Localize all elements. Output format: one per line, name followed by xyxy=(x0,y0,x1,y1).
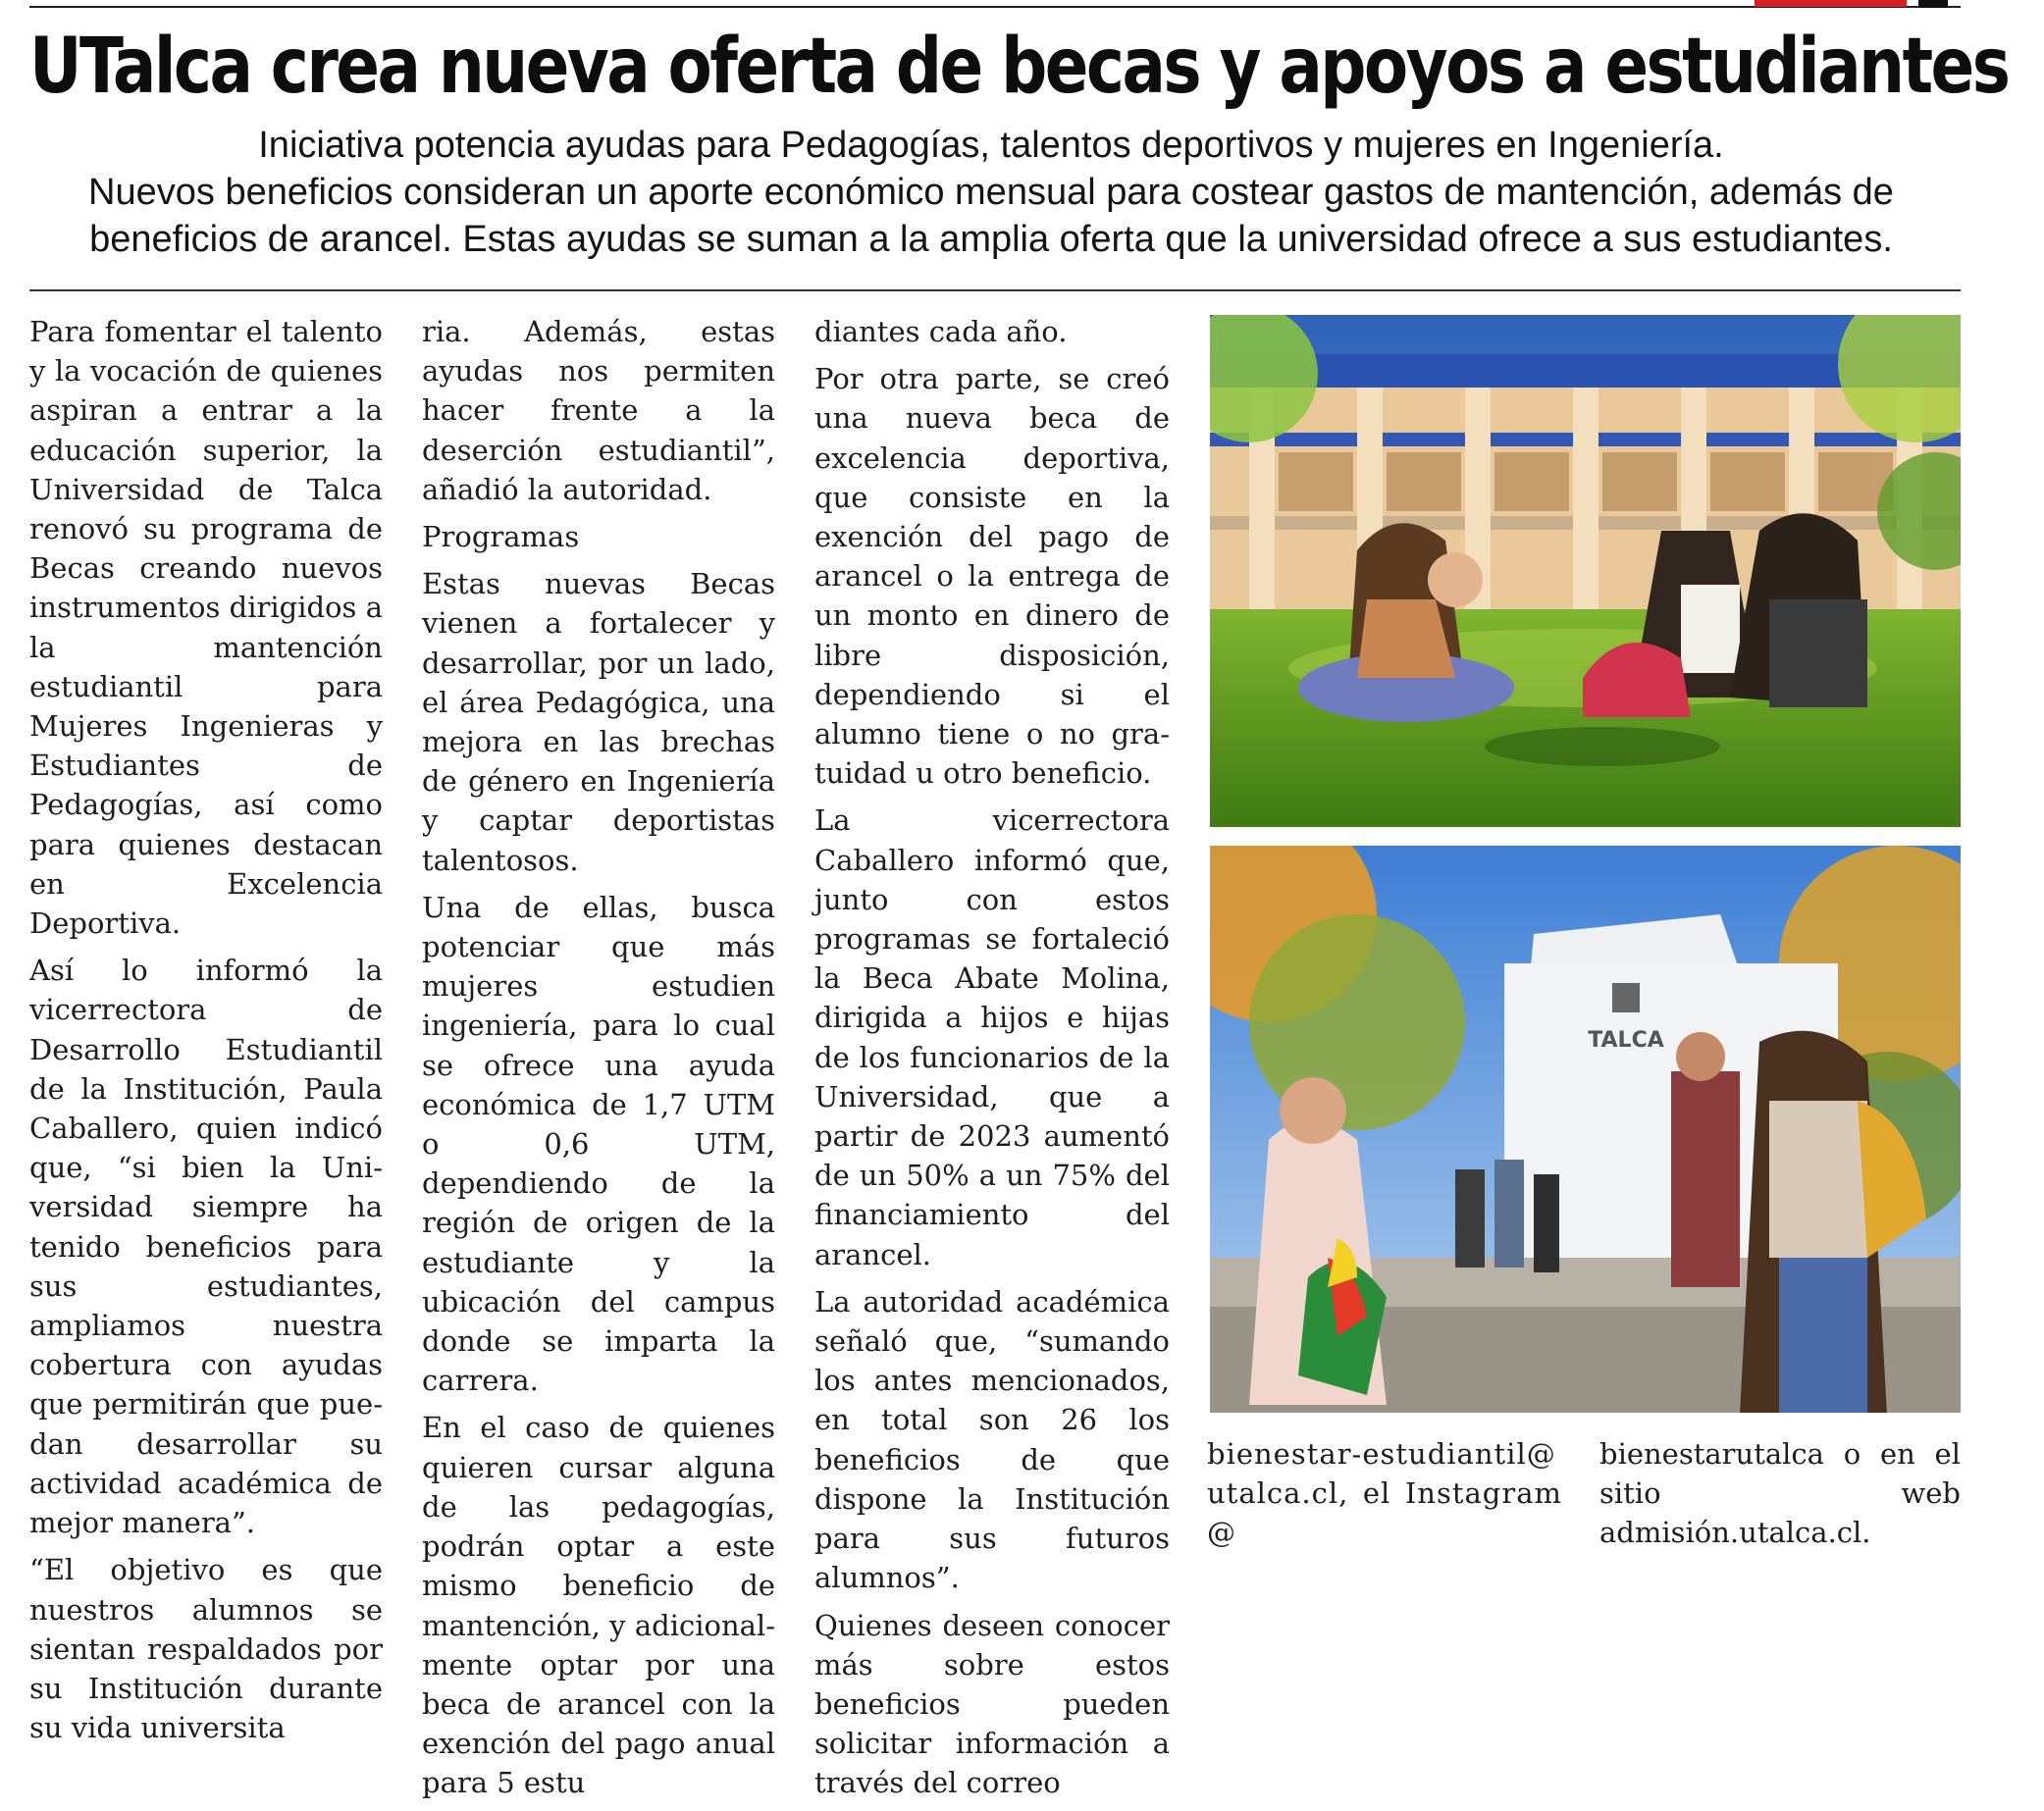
top-rule xyxy=(29,6,1961,8)
deck-line-1: Iniciativa potencia ayudas para Pedagogías, talentos deportivos y mujeres en Ingeniería. xyxy=(258,125,1724,166)
headline: UTalca crea nueva oferta de becas y apoyos a estudiantes xyxy=(29,23,2009,111)
column-3 xyxy=(814,312,1170,1811)
paragraph: “El objetivo es que nuestros alumnos se sientan respaldados por su Institución durante su vida universita xyxy=(29,1553,383,1745)
paragraph: Quienes deseen conocer más sobre estos beneficios pueden solicitar información a través del correo xyxy=(814,1608,1170,1800)
column-5 xyxy=(1599,1434,1961,1561)
column-4 xyxy=(1207,1434,1562,1561)
column-1 xyxy=(29,312,383,1755)
paragraph: diantes cada año. xyxy=(814,315,1068,348)
section-marker xyxy=(1918,0,1948,8)
paragraph: ria. Además, estas ayudas nos permiten hacer frente a la deserción estudiantil”, añadió la autoridad. xyxy=(422,315,775,506)
paragraph: bienestarutalca o en el sitio web admisión.utalca.cl. xyxy=(1599,1437,1961,1550)
deck-rule xyxy=(29,289,1961,291)
photo-students-lawn xyxy=(1210,315,1961,827)
subheading: Programas xyxy=(422,520,580,554)
section-tab xyxy=(1755,0,1907,7)
paragraph: Estas nuevas Becas vienen a fortalecer y desarrollar, por un lado, el área Pedagógica, una mejora en las brechas de género en Ingeniería y captar deportistas talentosos. xyxy=(422,567,775,877)
paragraph: Así lo informó la vicerrectora de Desarrollo Estudiantil de la Institución, Paula Caballero, quien indicó que, “si bien la Universidad siempre ha tenido beneficios para sus estudiantes, ampliamos nuestra cobertura con ayudas que permitirán que puedan desarrollar su actividad académica de mejor manera”. xyxy=(29,954,383,1540)
building-sign: TALCA xyxy=(1588,1028,1664,1053)
paragraph: Por otra parte, se creó una nueva beca de excelencia deportiva, que consiste en la exención del pago de arancel o la entrega de un monto en dinero de libre disposición, dependiendo si el alumno tiene o no gratuidad u otro beneficio. xyxy=(814,362,1170,791)
column-2 xyxy=(422,312,775,1811)
paragraph: En el caso de quienes quieren cursar alguna de las pedagogías, podrán optar a este mismo beneficio de mantención, y adicionalmente optar por una beca de arancel con la exención del pago anual para 5 estu xyxy=(422,1411,775,1800)
deck-line-3: beneficios de arancel. Estas ayudas se suman a la amplia oferta que la universidad ofrece a sus estudiantes. xyxy=(89,219,1893,260)
deck-line-2: Nuevos beneficios consideran un aporte económico mensual para costear gastos de mantención, además de xyxy=(88,172,1894,213)
photo-students-walking xyxy=(1210,846,1961,1413)
deck xyxy=(20,122,1963,263)
paragraph: La vicerrectora Caballero informó que, junto con estos programas se fortaleció la Beca Abate Molina, dirigida a hijos e hijas de los funcionarios de la Universidad, que a partir de 2023 aumentó de un 50% a un 75% del financiamiento del arancel. xyxy=(814,803,1170,1271)
paragraph: Una de ellas, busca potenciar que más mujeres estudien ingeniería, para lo cual se ofrece una ayuda económica de 1,7 UTM o 0,6 UTM, dependiendo de la región de origen de la estudiante y la ubicación del campus donde se imparta la carrera. xyxy=(422,890,775,1398)
paragraph: Para fomentar el talento y la vocación de quienes aspiran a entrar a la educación superior, la Universidad de Talca renovó su programa de Becas creando nuevos instrumentos dirigidos a la mantención estudiantil para Mujeres Ingenieras y Estudiantes de Pedagogías, así como para quienes destacan en Excelencia Deportiva. xyxy=(29,315,383,941)
paragraph: La autoridad académica señaló que, “sumando los antes mencionados, en total son 26 los beneficios de que dispone la Institución para sus futuros alumnos”. xyxy=(814,1284,1170,1595)
paragraph: bienestar-estudiantil@ utalca.cl, el Instagram @ xyxy=(1207,1437,1562,1550)
